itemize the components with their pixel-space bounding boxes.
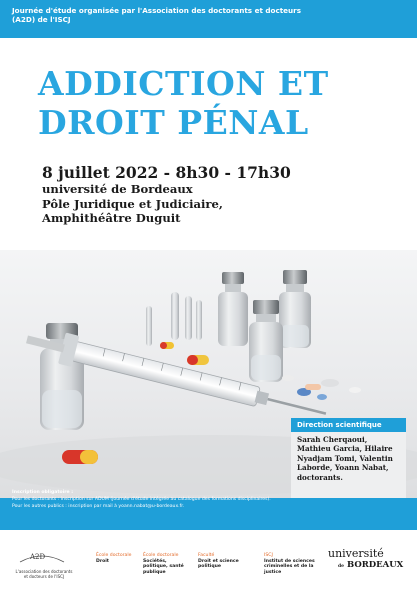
direction-heading-band: [291, 418, 406, 432]
unit-faculte: [198, 553, 244, 570]
event-location-line-1: université de Bordeaux: [42, 182, 193, 196]
title-line-1: ADDICTION ET: [38, 64, 329, 103]
unit-name: Sociétés, politique, santé publique: [143, 558, 184, 575]
direction-heading: Direction scientifique: [297, 421, 382, 429]
logo-word-bordeaux-line: [328, 560, 403, 572]
logo-word-universite: université: [328, 547, 384, 560]
unit-kind: École doctorale: [143, 553, 179, 558]
unit-name: Droit et science politique: [198, 558, 239, 570]
unit-ed-sp2: [143, 553, 193, 575]
poster-title: [38, 64, 388, 142]
event-date-time: 8 juillet 2022 - 8h30 - 17h30: [42, 163, 291, 182]
unit-name: Institut de sciences criminelles et de la justice: [264, 558, 315, 575]
unit-kind: École doctorale: [96, 553, 132, 558]
event-location-line-3: Amphithéâtre Duguit: [42, 211, 181, 225]
direction-members: Sarah Cherqaoui, Mathieu Garcia, Hilaire Nyadjam Tomi, Valentin Laborde, Yoann Nabat, doctorants.: [297, 435, 393, 482]
unit-kind: ISCJ: [264, 553, 273, 558]
unit-iscj: [264, 553, 324, 575]
registration-heading: Inscription obligatoire :: [12, 490, 74, 495]
a2d-logo-text: A2D: [30, 553, 46, 561]
unit-kind: Faculté: [198, 553, 215, 558]
registration-public: Pour les autres publics : inscription par mail à yoann.nabat@u-bordeaux.fr.: [12, 504, 185, 509]
title-line-2: DROIT PÉNAL: [38, 103, 309, 142]
logo-word-bordeaux: BORDEAUX: [346, 560, 404, 570]
logo-word-de: de: [338, 564, 345, 569]
registration-info: [12, 489, 372, 510]
unit-name: Droit: [96, 558, 110, 564]
universite-bordeaux-logo: [328, 548, 403, 572]
a2d-subtitle: L'association des doctorants et docteurs de l'ISCJ: [15, 569, 73, 579]
event-details: [42, 163, 291, 226]
unit-ed-droit: [96, 553, 134, 564]
header-band: [0, 0, 417, 38]
event-location-line-2: Pôle Juridique et Judiciaire,: [42, 196, 223, 211]
organiser-text: Journée d'étude organisée par l'Association des doctorants et docteurs (A2D) de l'ISCJ: [12, 6, 301, 24]
registration-doctorants: Pour les doctorants : inscription sur ADUM (journée d'étude intégrée au catalogue des formations disciplinaires).: [12, 497, 271, 502]
